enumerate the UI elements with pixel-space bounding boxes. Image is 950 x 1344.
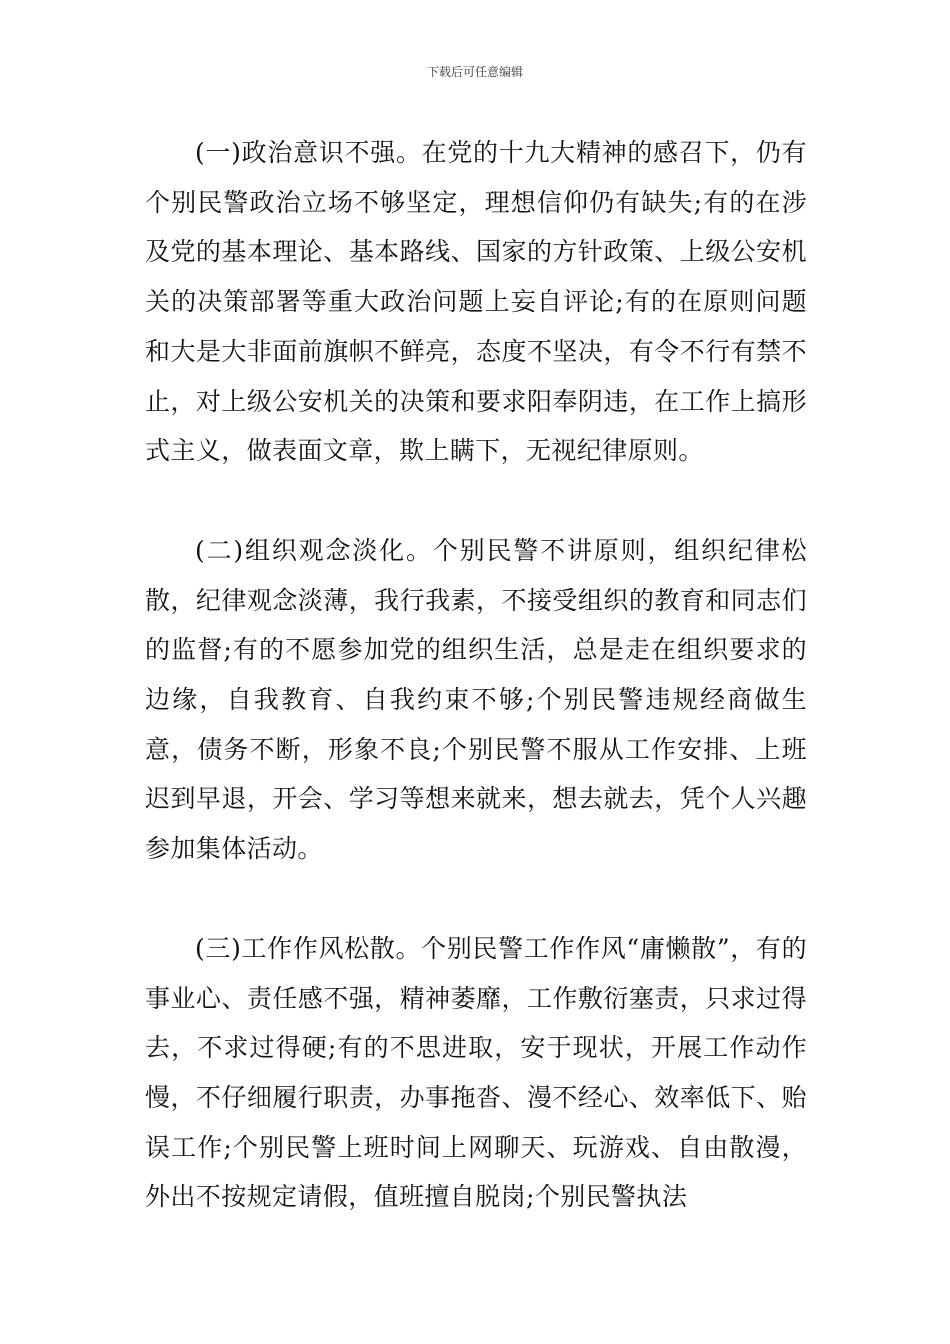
document-body <box>145 128 807 1222</box>
page-header-note: 下载后可任意编辑 <box>426 65 523 79</box>
paragraph-political-awareness: (一)政治意识不强。在党的十九大精神的感召下，仍有个别民警政治立场不够坚定，理想信仰仍有缺失;有的在涉及党的基本理论、基本路线、国家的方针政策、上级公安机关的决策部署等重大政治问题上妄自评论;有的在原则问题和大是大非面前旗帜不鲜亮，态度不坚决，有令不行有禁不止，对上级公安机关的决策和要求阳奉阴违，在工作上搞形式主义，做表面文章，欺上瞒下，无视纪律原则。 <box>145 138 807 466</box>
paragraph-organizational-concept: (二)组织观念淡化。个别民警不讲原则，组织纪律松散，纪律观念淡薄，我行我素，不接受组织的教育和同志们的监督;有的不愿参加党的组织生活，总是走在组织要求的边缘，自我教育、自我约束不够;个别民警违规经商做生意，债务不断，形象不良;个别民警不服从工作安排、上班迟到早退，开会、学习等想来就来，想去就去，凭个人兴趣参加集体活动。 <box>145 535 807 864</box>
paragraph-work-style: (三)工作作风松散。个别民警工作作风“庸懒散”，有的事业心、责任感不强，精神萎靡，工作敷衍塞责，只求过得去，不求过得硬;有的不思进取，安于现状，开展工作动作慢，不仔细履行职责，办事拖沓、漫不经心、效率低下、贻误工作;个别民警上班时间上网聊天、玩游戏、自由散漫，外出不按规定请假，值班擅自脱岗;个别民警执法 <box>145 933 807 1212</box>
